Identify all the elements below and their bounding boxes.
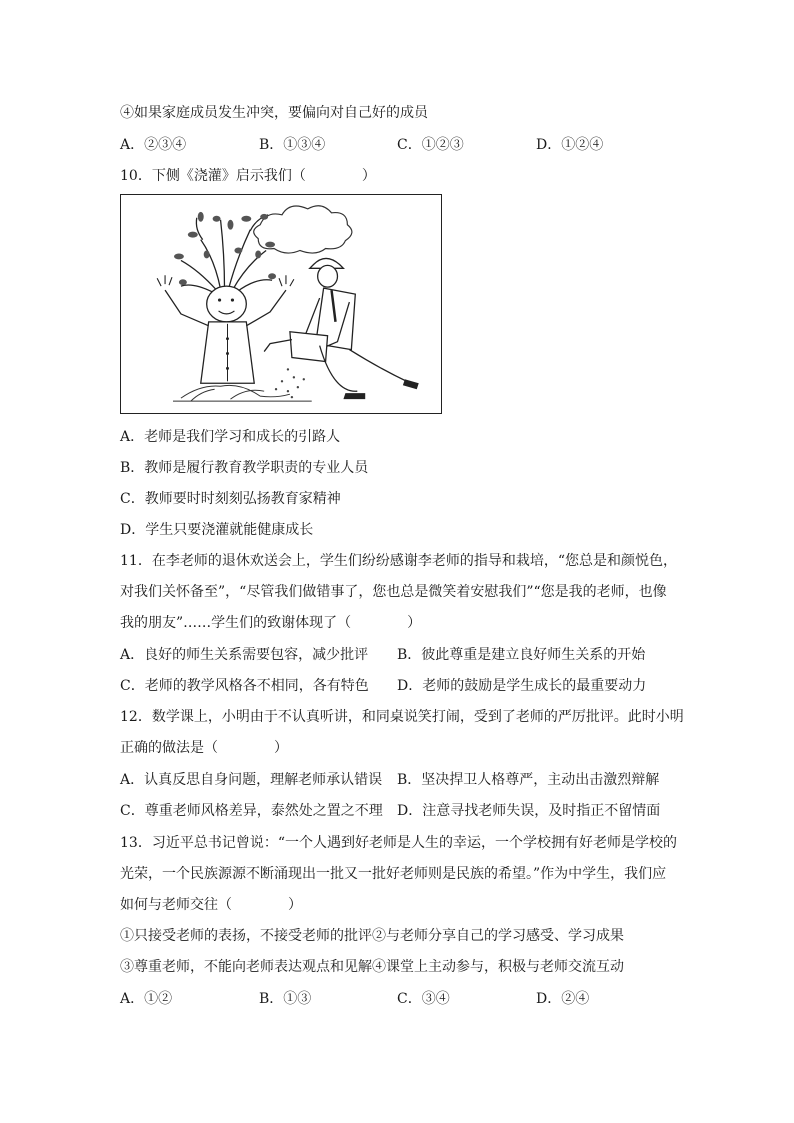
q12-option-c[interactable]: C．尊重老师风格差异，泰然处之置之不理	[120, 803, 383, 819]
q9-option-c[interactable]: C．①②③	[397, 137, 464, 153]
q13-statements-3-4: ③尊重老师，不能向老师表达观点和见解④课堂上主动参与，积极与老师交流互动	[120, 959, 624, 975]
q11-option-a[interactable]: A．良好的师生关系需要包容，减少批评	[120, 647, 369, 663]
q13-statements-1-2: ①只接受老师的表扬，不接受老师的批评②与老师分享自己的学习感受、学习成果	[120, 928, 624, 944]
q13-stem-line-1: 13．习近平总书记曾说：“一个人遇到好老师是人生的幸运，一个学校拥有好老师是学校的	[120, 835, 677, 851]
q11-option-b[interactable]: B．彼此尊重是建立良好师生关系的开始	[397, 647, 646, 663]
q13-option-c[interactable]: C．③④	[397, 991, 450, 1007]
q11-stem-line-1: 11．在李老师的退休欢送会上，学生们纷纷感谢李老师的指导和栽培，“您总是和颜悦色，	[120, 553, 677, 569]
q13-stem-line-3: 如何与老师交往（ ）	[120, 897, 302, 913]
q11-option-c[interactable]: C．老师的教学风格各不相同，各有特色	[120, 678, 369, 694]
q12-option-b[interactable]: B．坚决捍卫人格尊严，主动出击激烈辩解	[397, 772, 660, 788]
q12-option-a[interactable]: A．认真反思自身问题，理解老师承认错误	[120, 772, 383, 788]
cartoon-watering-figure	[120, 194, 442, 414]
q10-option-d[interactable]: D．学生只要浇灌就能健康成长	[120, 522, 314, 538]
q11-option-d[interactable]: D．老师的鼓励是学生成长的最重要动力	[397, 678, 647, 694]
watering-cartoon-illustration	[121, 195, 441, 413]
q13-option-b[interactable]: B．①③	[259, 991, 312, 1007]
q9-option-b[interactable]: B．①③④	[259, 137, 326, 153]
q9-statement-4: ④如果家庭成员发生冲突，要偏向对自己好的成员	[120, 105, 428, 121]
q10-option-a[interactable]: A．老师是我们学习和成长的引路人	[120, 429, 341, 445]
q11-stem-line-3: 我的朋友”……学生们的致谢体现了（ ）	[120, 615, 422, 631]
q9-option-d[interactable]: D．①②④	[536, 137, 604, 153]
q12-stem-line-1: 12．数学课上，小明由于不认真听讲，和同桌说笑打闹，受到了老师的严厉批评。此时小明	[120, 709, 684, 725]
q13-stem-line-2: 光荣，一个民族源源不断涌现出一批又一批好老师则是民族的希望。”作为中学生，我们应	[120, 866, 667, 882]
q10-option-c[interactable]: C．教师要时时刻刻弘扬教育家精神	[120, 491, 341, 507]
q12-stem-line-2: 正确的做法是（ ）	[120, 740, 288, 756]
q13-option-a[interactable]: A．①②	[120, 991, 173, 1007]
q10-stem: 10．下侧《浇灌》启示我们（ ）	[120, 168, 376, 184]
q10-option-b[interactable]: B．教师是履行教育教学职责的专业人员	[120, 460, 369, 476]
q11-stem-line-2: 对我们关怀备至”，“尽管我们做错事了，您也总是微笑着安慰我们”“您是我的老师，也像	[120, 584, 667, 600]
q12-option-d[interactable]: D．注意寻找老师失误，及时指正不留情面	[397, 803, 661, 819]
q9-option-a[interactable]: A．②③④	[120, 137, 187, 153]
q13-option-d[interactable]: D．②④	[536, 991, 590, 1007]
